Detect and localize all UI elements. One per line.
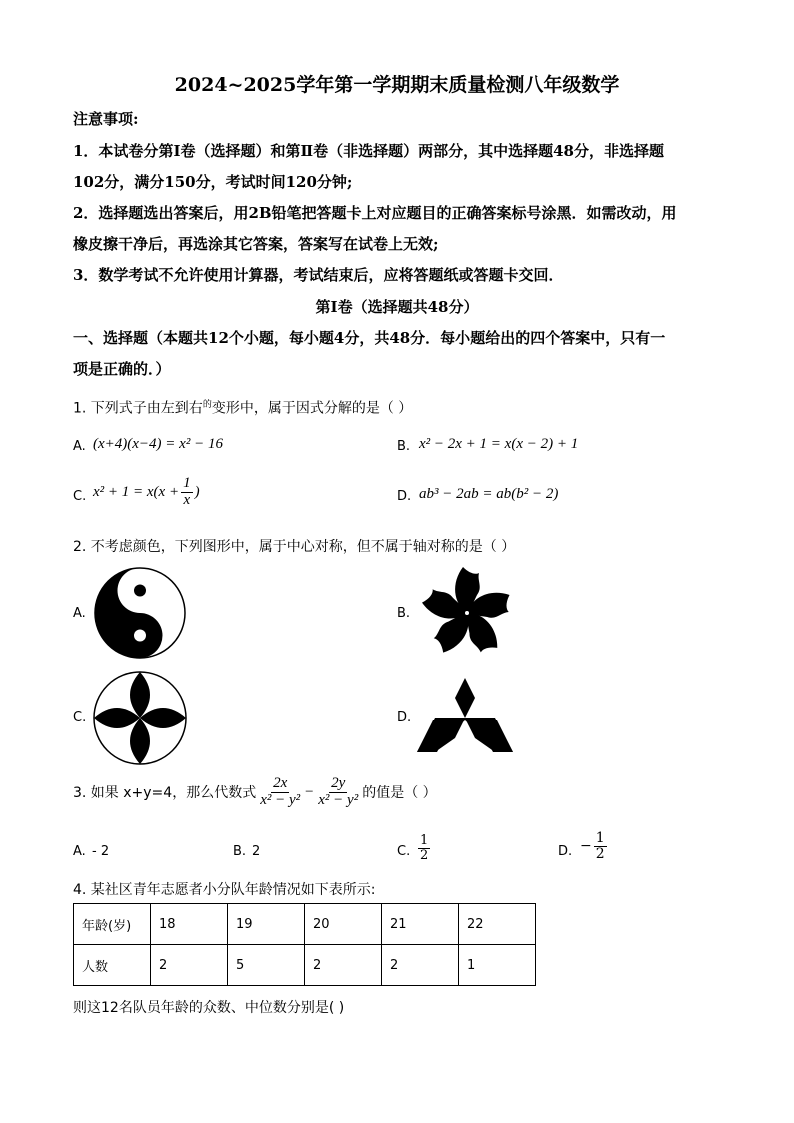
three-diamond-figure [417, 678, 513, 754]
q2-stem: 2. 不考虑颜色，下列图形中，属于中心对称，但不属于轴对称的是（ ） [73, 539, 516, 555]
table-cell: 20 [305, 904, 382, 945]
q2-option-a-label: A. [73, 606, 86, 621]
q3-option-d-label: D. [558, 844, 573, 859]
q4-stem: 4. 某社区青年志愿者小分队年龄情况如下表所示: [73, 882, 376, 898]
page-title: 2024~2025学年第一学期期末质量检测八年级数学 [174, 74, 620, 96]
q1-option-d: ab³ − 2ab = ab(b² − 2) [419, 486, 559, 502]
notice-line-2a: 2．选择题选出答案后，用2B铅笔把答题卡上对应题目的正确答案标号涂黑．如需改动，用 [73, 204, 677, 222]
age-table [73, 903, 536, 986]
q4-follow-up: 则这12名队员年龄的众数、中位数分别是( ) [73, 1000, 345, 1016]
q1-stem-a: 1. 下列式子由左到右 [73, 400, 203, 417]
table-cell: 人数 [74, 945, 151, 986]
notice-line-3: 3．数学考试不允许使用计算器，考试结束后，应将答题纸或答题卡交回． [73, 266, 564, 284]
q3-option-c-num: 1 [420, 833, 429, 848]
q2-option-b-label: B. [397, 606, 411, 621]
notice-line-1b: 102分，满分150分，考试时间120分钟; [73, 173, 353, 191]
q3-option-c [416, 834, 432, 862]
q1-option-c-label: C. [73, 489, 87, 504]
q3-fraction-2-den: x² − y² [318, 791, 359, 808]
table-cell: 2 [305, 945, 382, 986]
q2-option-c-label: C. [73, 710, 87, 725]
table-cell: 2 [151, 945, 228, 986]
q1-option-c-post: ) [194, 483, 200, 500]
four-petal-circle-figure [92, 670, 188, 766]
notice-line-1a: 1．本试卷分第Ⅰ卷（选择题）和第Ⅱ卷（非选择题）两部分，其中选择题48分，非选择题 [73, 142, 664, 160]
q1-option-a-label: A. [73, 439, 86, 454]
table-cell: 21 [382, 904, 459, 945]
q3-option-d-num: 1 [595, 830, 605, 846]
q3-option-c-fraction [418, 834, 430, 862]
table-row [74, 945, 536, 986]
q3-stem [73, 776, 437, 809]
q1-stem-sup: 的 [202, 400, 212, 410]
table-row [74, 904, 536, 945]
q1-option-c-num: 1 [183, 475, 191, 491]
q1-option-c-fraction [181, 476, 193, 509]
q1-option-a: (x+4)(x−4) = x² − 16 [93, 436, 223, 452]
table-cell: 18 [151, 904, 228, 945]
table-cell: 2 [382, 945, 459, 986]
q3-fraction-2 [316, 776, 360, 809]
q1-option-c-pre: x² + 1 = x(x + [93, 483, 180, 500]
table-cell: 19 [228, 904, 305, 945]
q3-option-d [580, 831, 609, 861]
bauhinia-flower-figure [415, 563, 519, 663]
q3-option-c-label: C. [397, 844, 411, 859]
q3-fraction-1-den: x² − y² [260, 791, 301, 808]
part1-heading: 第Ⅰ卷（选择题共48分） [315, 298, 479, 316]
q3-fraction-1-num: 2x [273, 775, 288, 791]
q2-option-d-label: D. [397, 710, 412, 725]
q3-stem-a: 3. 如果 x+y=4，那么代数式 [73, 785, 257, 802]
q3-fraction-2-num: 2y [331, 775, 346, 791]
q3-option-a-label: A. [73, 844, 86, 859]
q1-option-c-den: x [183, 491, 191, 508]
q3-option-b: 2 [252, 844, 261, 859]
q3-option-d-den: 2 [595, 845, 605, 862]
yin-yang-figure [93, 566, 187, 660]
q1-option-d-label: D. [397, 489, 412, 504]
section1-line-1: 一、选择题（本题共12个小题，每小题4分，共48分．每小题给出的四个答案中，只有一 [73, 329, 666, 347]
q1-stem-b: 变形中，属于因式分解的是（ ） [211, 400, 413, 417]
q3-option-a: - 2 [92, 844, 110, 859]
q1-option-b: x² − 2x + 1 = x(x − 2) + 1 [419, 436, 579, 452]
table-cell: 1 [459, 945, 536, 986]
notice-line-2b: 橡皮擦干净后，再选涂其它答案，答案写在试卷上无效; [73, 235, 439, 253]
q1-option-c [93, 476, 200, 509]
q1-option-b-label: B. [397, 439, 411, 454]
q3-fraction-1 [258, 776, 302, 809]
section1-line-2: 项是正确的．） [73, 360, 171, 378]
q3-option-d-fraction [594, 831, 607, 861]
table-cell: 22 [459, 904, 536, 945]
q3-option-b-label: B. [233, 844, 247, 859]
table-cell: 5 [228, 945, 305, 986]
notice-heading: 注意事项: [73, 110, 139, 128]
q3-option-c-den: 2 [420, 847, 429, 863]
q1-stem [73, 397, 412, 418]
q3-option-d-sign: − [580, 838, 592, 855]
q3-stem-b: 的值是（ ） [362, 785, 437, 802]
q3-minus: − [304, 783, 315, 800]
table-cell: 年龄(岁) [74, 904, 151, 945]
